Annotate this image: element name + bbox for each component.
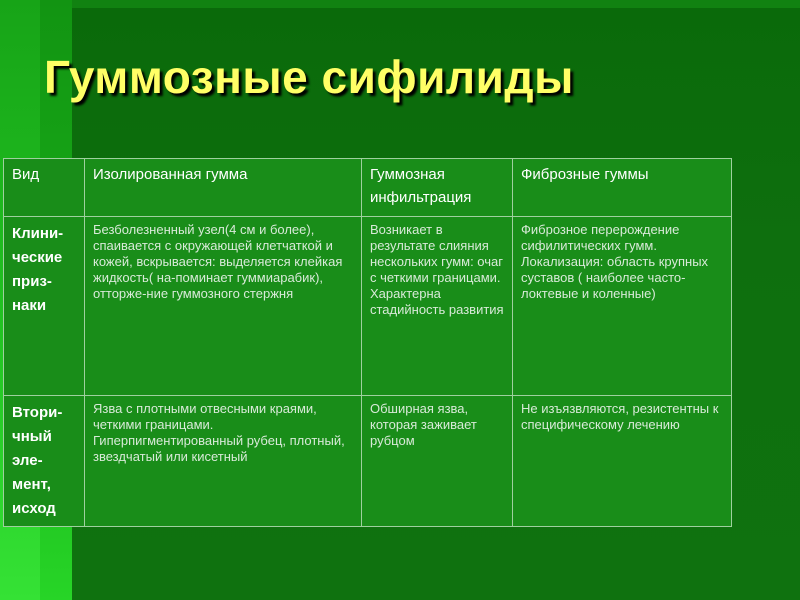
table-cell: Возникает в результате слияния нескольких гумм: очаг с четкими границами. Характерна стадийность развития bbox=[362, 217, 513, 396]
table-cell: Безболезненный узел(4 см и более), спаивается с окружающей клетчаткой и кожей, вскрывается: выделяется клейкая жидкость( на-поминает гуммиарабик), отторже-ние гуммозного стержня bbox=[85, 217, 362, 396]
row-header-secondary-element: Втори-чный эле-мент, исход bbox=[4, 396, 85, 527]
column-header-isolated-gumma: Изолированная гумма bbox=[85, 159, 362, 217]
column-header-type: Вид bbox=[4, 159, 85, 217]
column-header-gummatous-infiltration: Гуммозная инфильтрация bbox=[362, 159, 513, 217]
table-cell: Фиброзное перерождение сифилитических гумм. Локализация: область крупных суставов ( наиболее часто-локтевые и коленные) bbox=[513, 217, 732, 396]
column-header-fibrous-gummas: Фиброзные гуммы bbox=[513, 159, 732, 217]
table-cell: Не изъязвляются, резистентны к специфическому лечению bbox=[513, 396, 732, 527]
table-cell: Обширная язва, которая заживает рубцом bbox=[362, 396, 513, 527]
table-cell: Язва с плотными отвесными краями, четкими границами. Гиперпигментированный рубец, плотный, звездчатый или кисетный bbox=[85, 396, 362, 527]
row-header-clinical-signs: Клини-ческие приз-наки bbox=[4, 217, 85, 396]
table-row bbox=[4, 396, 732, 527]
top-accent-band bbox=[0, 0, 800, 8]
comparison-table-container bbox=[3, 158, 731, 518]
comparison-table bbox=[3, 158, 732, 527]
table-header-row bbox=[4, 159, 732, 217]
slide-title: Гуммозные сифилиды bbox=[44, 51, 574, 103]
table-row bbox=[4, 217, 732, 396]
